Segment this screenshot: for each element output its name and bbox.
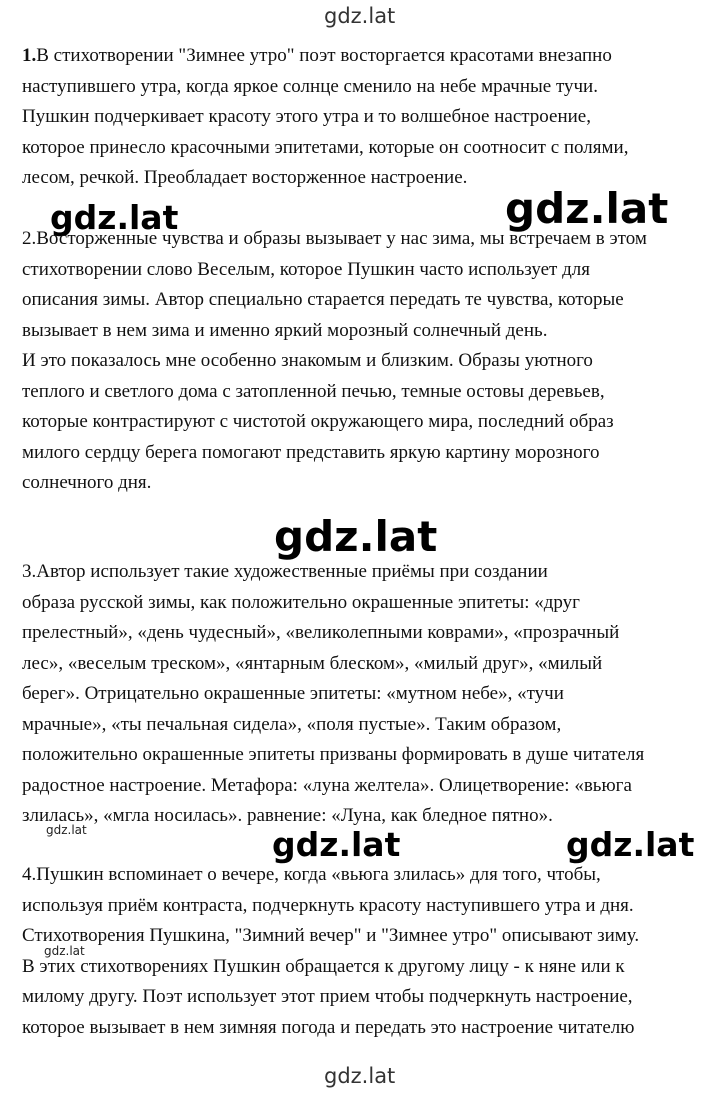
- answer-line: милому другу. Поэт использует этот прием чтобы подчеркнуть настроение,: [22, 986, 633, 1007]
- answer-line: [22, 860, 639, 891]
- answer-2: [22, 224, 647, 499]
- watermark-right-lower: gdz.lat: [566, 825, 695, 864]
- answer-line: которое вызывает в нем зимняя погода и передать это настроение читателю: [22, 1016, 635, 1038]
- answer-number: 3.: [22, 561, 37, 582]
- answer-line: положительно окрашенные эпитеты призваны формировать в душе читателя: [22, 744, 645, 765]
- watermark-left-upper: gdz.lat: [50, 198, 179, 237]
- answer-line: образа русской зимы, как положительно окрашенные эпитеты: «друг: [22, 591, 580, 613]
- answer-line: [22, 557, 644, 588]
- answer-line: Пушкин подчеркивает красоту этого утра и то волшебное настроение,: [22, 106, 591, 127]
- answer-1: [22, 41, 628, 194]
- watermark-bottom: gdz.lat: [324, 1064, 396, 1088]
- answer-line: лесом, речкой. Преобладает восторженное настроение.: [22, 167, 468, 188]
- answer-text: Автор использует такие художественные приёмы при создании: [36, 561, 548, 582]
- answer-line: радостное настроение. Метафора: «луна желтела». Олицетворение: «вьюга: [22, 774, 632, 796]
- watermark-tiny-lower: gdz.lat: [44, 944, 85, 958]
- answer-number: 1.: [22, 45, 37, 66]
- answer-line: описания зимы. Автор специально старается передать те чувства, которые: [22, 289, 624, 310]
- watermark-right-upper: gdz.lat: [505, 184, 669, 233]
- answer-line: [22, 224, 647, 255]
- answer-text: В стихотворении "Зимнее утро" поэт восторгается красотами внезапно: [36, 45, 612, 66]
- answer-text: Восторженные чувства и образы вызывает у нас зима, мы встречаем в этом: [36, 228, 647, 249]
- answer-line: стихотворении слово Веселым, которое Пушкин часто использует для: [22, 258, 590, 280]
- answer-line: В этих стихотворениях Пушкин обращается к другому лицу - к няне или к: [22, 955, 625, 977]
- answer-line: [22, 41, 628, 72]
- answer-line: которое принесло красочными эпитетами, которые он соотносит с полями,: [22, 136, 629, 158]
- answer-line: прелестный», «день чудесный», «великолепными коврами», «прозрачный: [22, 622, 620, 643]
- answer-number: 4.: [22, 864, 37, 885]
- watermark-center: gdz.lat: [274, 512, 438, 561]
- answer-line: лес», «веселым треском», «янтарным блеском», «милый друг», «милый: [22, 652, 603, 674]
- answer-line: которые контрастируют с чистотой окружающего мира, последний образ: [22, 411, 614, 432]
- answer-line: используя приём контраста, подчеркнуть красоту наступившего утра и дня.: [22, 894, 634, 916]
- answer-line: И это показалось мне особенно знакомым и близким. Образы уютного: [22, 350, 593, 371]
- answer-line: мрачные», «ты печальная сидела», «поля пустые». Таким образом,: [22, 713, 562, 735]
- answer-line: берег». Отрицательно окрашенные эпитеты: «мутном небе», «тучи: [22, 683, 564, 704]
- answer-line: вызывает в нем зима и именно яркий морозный солнечный день.: [22, 319, 548, 341]
- watermark-middle-lower: gdz.lat: [272, 825, 401, 864]
- answer-line: наступившего утра, когда яркое солнце сменило на небе мрачные тучи.: [22, 75, 598, 97]
- answer-4: [22, 860, 639, 1043]
- watermark-tiny-left: gdz.lat: [46, 823, 87, 837]
- answer-line: милого сердцу берега помогают представить яркую картину морозного: [22, 441, 600, 463]
- answer-line: Стихотворения Пушкина, "Зимний вечер" и "Зимнее утро" описывают зиму.: [22, 925, 640, 946]
- watermark-top: gdz.lat: [324, 4, 396, 28]
- answer-line: теплого и светлого дома с затопленной печью, темные остовы деревьев,: [22, 380, 605, 402]
- answer-text: Пушкин вспоминает о вечере, когда «вьюга злилась» для того, чтобы,: [36, 864, 601, 885]
- answer-3: [22, 557, 644, 832]
- answer-number: 2.: [22, 228, 37, 249]
- answer-line: солнечного дня.: [22, 472, 152, 493]
- answer-line: злилась», «мгла носилась». равнение: «Луна, как бледное пятно».: [22, 805, 553, 826]
